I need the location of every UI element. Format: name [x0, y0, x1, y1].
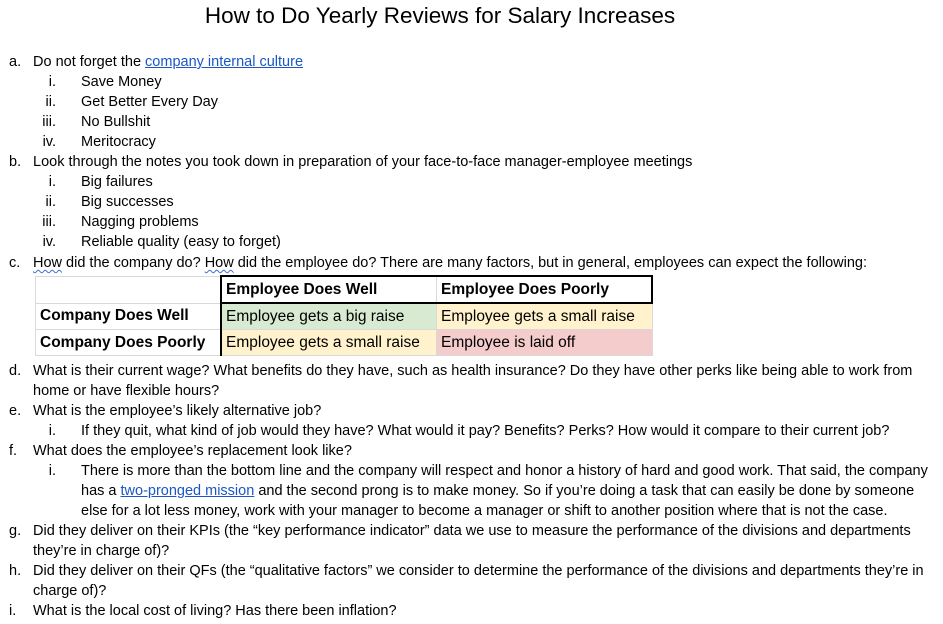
table-cell[interactable]: Employee gets a small raise	[437, 303, 653, 330]
sub-marker: i.	[48, 174, 56, 190]
sub-text: else for a lot less money, work with your manager to become a manager or shift to another position where that is not the case.	[81, 503, 888, 519]
table-cell[interactable]: Employee is laid off	[437, 330, 653, 356]
list-marker: g.	[9, 523, 22, 539]
row-header: Company Does Well	[36, 303, 222, 330]
list-text: home or have flexible hours?	[33, 383, 220, 399]
list-text: What is the employee’s likely alternative job?	[33, 403, 322, 419]
list-marker: e.	[9, 403, 22, 419]
sub-marker: ii.	[45, 194, 56, 210]
list-marker: c.	[9, 255, 21, 271]
table-cell[interactable]: Employee gets a small raise	[221, 330, 437, 356]
two-pronged-mission-link[interactable]: two-pronged mission	[120, 483, 255, 499]
list-marker: a.	[9, 54, 22, 70]
sub-text: No Bullshit	[81, 114, 151, 130]
list-text-part: did the employee do? There are many factors, but in general, employees can expect the following:	[233, 255, 867, 271]
sub-text: Big failures	[81, 174, 153, 190]
column-header: Employee Does Well	[221, 276, 437, 303]
sub-text: Save Money	[81, 74, 162, 90]
list-text: they’re in charge of)?	[33, 543, 170, 559]
page-title: How to Do Yearly Reviews for Salary Increases	[204, 3, 676, 28]
sub-text: There is more than the bottom line and the company will respect and honor a history of hard and good work. That said, the company	[81, 463, 928, 479]
list-text-part: did the company do?	[62, 255, 205, 271]
list-text: What is the local cost of living? Has there been inflation?	[33, 603, 397, 619]
sub-text: Reliable quality (easy to forget)	[81, 234, 281, 250]
list-text: Look through the notes you took down in preparation of your face-to-face manager-employee meetings	[33, 154, 693, 170]
raise-matrix-table	[35, 275, 653, 356]
list-text: Did they deliver on their KPIs (the “key performance indicator” data we use to measure the performance of the divisions and departments	[33, 523, 911, 539]
spellcheck-word: How	[33, 255, 63, 271]
sub-marker: i.	[48, 423, 56, 439]
sub-text-part: has a	[81, 483, 121, 499]
sub-text: Big successes	[81, 194, 174, 210]
sub-text-part: and the second prong is to make money. So if you’re doing a task that can easily be done by someone	[254, 483, 915, 499]
list-marker: h.	[9, 563, 22, 579]
list-text	[33, 52, 303, 72]
list-text: What does the employee’s replacement look like?	[33, 443, 352, 459]
sub-text: Nagging problems	[81, 214, 199, 230]
table-row	[36, 303, 653, 330]
row-header: Company Does Poorly	[36, 330, 222, 356]
sub-marker: ii.	[45, 94, 56, 110]
sub-text	[81, 481, 914, 501]
table-cell[interactable]: Employee gets a big raise	[221, 303, 437, 330]
sub-text: Get Better Every Day	[81, 94, 218, 110]
list-marker: d.	[9, 363, 22, 379]
sub-marker: iv.	[42, 234, 56, 250]
list-marker: f.	[9, 443, 18, 459]
list-text	[33, 253, 867, 273]
company-culture-link[interactable]: company internal culture	[145, 54, 304, 70]
sub-text: If they quit, what kind of job would they have? What would it pay? Benefits? Perks? How would it compare to their current job?	[81, 423, 890, 439]
table-row	[36, 330, 653, 356]
sub-marker: iii.	[42, 214, 56, 230]
list-text: charge of)?	[33, 583, 107, 599]
list-marker: i.	[9, 603, 17, 619]
sub-marker: iv.	[42, 134, 56, 150]
list-marker: b.	[9, 154, 22, 170]
sub-marker: iii.	[42, 114, 56, 130]
sub-marker: i.	[48, 463, 56, 479]
list-text: What is their current wage? What benefits do they have, such as health insurance? Do they have other perks like being able to work from	[33, 363, 913, 379]
column-header: Employee Does Poorly	[437, 276, 653, 303]
table-header-row	[36, 276, 653, 303]
list-text: Did they deliver on their QFs (the “qualitative factors” we consider to determine the performance of the divisions and departments they’re in	[33, 563, 924, 579]
sub-text: Meritocracy	[81, 134, 156, 150]
list-text-part: Do not forget the	[33, 54, 146, 70]
spellcheck-word: How	[204, 255, 234, 271]
table-corner-cell	[36, 276, 222, 303]
sub-marker: i.	[48, 74, 56, 90]
